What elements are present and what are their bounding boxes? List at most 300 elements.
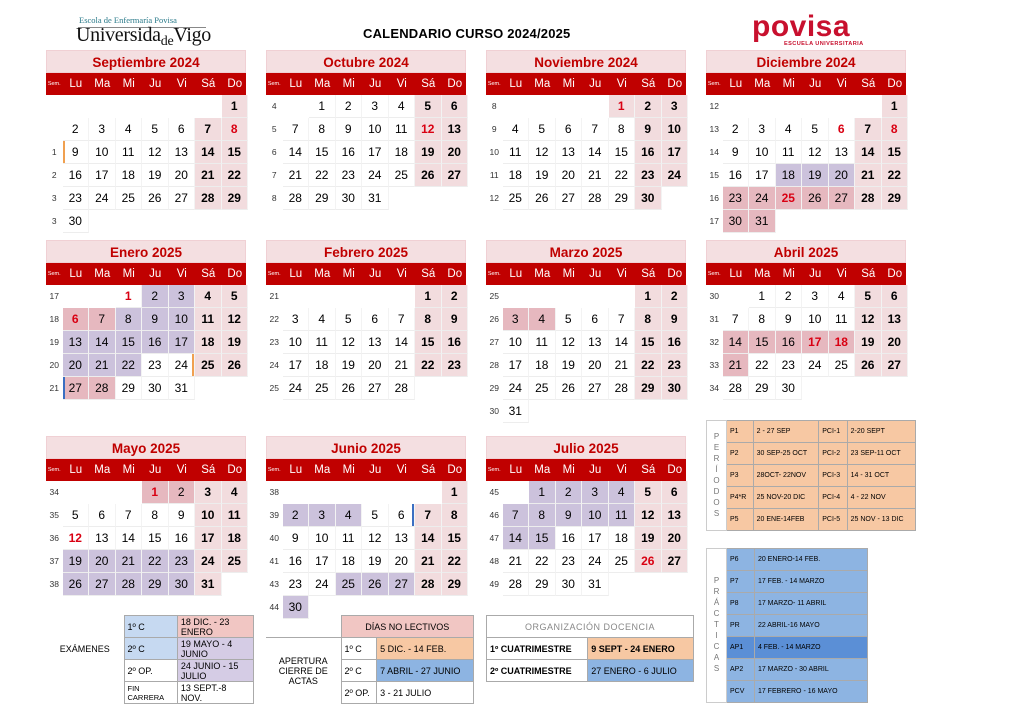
day-cell: 25 bbox=[116, 187, 143, 210]
day-cell: 4 bbox=[195, 285, 222, 308]
period-dates: 2 - 27 SEP bbox=[753, 421, 819, 443]
week-number-header: Sem. bbox=[47, 467, 61, 473]
day-cell bbox=[195, 210, 222, 233]
day-cell: 27 bbox=[362, 377, 389, 400]
day-cell: 28 bbox=[503, 573, 530, 596]
day-cell bbox=[529, 95, 556, 118]
week-row bbox=[266, 308, 466, 331]
day-cell: 17 bbox=[169, 331, 196, 354]
day-cell: 18 bbox=[829, 331, 856, 354]
day-cell bbox=[116, 210, 143, 233]
week-number bbox=[46, 118, 63, 141]
day-cell bbox=[195, 95, 222, 118]
day-cell: 13 bbox=[442, 118, 469, 141]
day-cell: 11 bbox=[829, 308, 856, 331]
day-cell: 30 bbox=[142, 377, 169, 400]
day-cell: 20 bbox=[662, 527, 689, 550]
pci-code: PCI-5 bbox=[819, 509, 847, 531]
day-cell: 27 bbox=[169, 187, 196, 210]
month-calendar bbox=[486, 240, 686, 423]
month-title: Septiembre 2024 bbox=[46, 50, 246, 73]
day-cell bbox=[609, 285, 636, 308]
week-number-header: Sem. bbox=[487, 467, 501, 473]
weekday-label: Do bbox=[447, 78, 463, 90]
weekday-label: Lu bbox=[509, 268, 523, 280]
day-cell: 21 bbox=[723, 354, 750, 377]
day-cell: 19 bbox=[142, 164, 169, 187]
day-cell bbox=[442, 377, 469, 400]
day-cell: 8 bbox=[142, 504, 169, 527]
weekday-label: Do bbox=[227, 78, 243, 90]
day-cell bbox=[582, 400, 609, 423]
month-calendar bbox=[46, 240, 246, 400]
practice-code: P7 bbox=[727, 571, 755, 593]
day-cell: 18 bbox=[309, 354, 336, 377]
week-number: 13 bbox=[709, 124, 719, 134]
week-number: 21 bbox=[269, 291, 279, 301]
week-number: 3 bbox=[51, 216, 57, 226]
day-cell: 1 bbox=[142, 481, 169, 504]
day-cell bbox=[855, 95, 882, 118]
day-cell: 19 bbox=[222, 331, 249, 354]
day-cell bbox=[89, 210, 116, 233]
day-cell: 3 bbox=[89, 118, 116, 141]
day-cell: 10 bbox=[362, 118, 389, 141]
day-cell: 14 bbox=[855, 141, 882, 164]
day-cell: 29 bbox=[609, 187, 636, 210]
week-row bbox=[486, 504, 686, 527]
weekday-label: Vi bbox=[176, 78, 187, 90]
day-cell: 16 bbox=[283, 550, 310, 573]
day-cell: 13 bbox=[882, 308, 909, 331]
day-cell bbox=[723, 285, 750, 308]
week-number-header: Sem. bbox=[487, 271, 501, 277]
period-dates: 28OCT- 22NOV bbox=[753, 465, 819, 487]
week-row bbox=[486, 481, 686, 504]
day-cell: 28 bbox=[855, 187, 882, 210]
week-number: 33 bbox=[709, 360, 719, 370]
week-row bbox=[266, 331, 466, 354]
weekday-label: Sá bbox=[641, 268, 656, 280]
day-cell bbox=[116, 481, 143, 504]
day-cell bbox=[609, 573, 636, 596]
week-row bbox=[266, 527, 466, 550]
day-cell: 23 bbox=[662, 354, 689, 377]
week-number: 3 bbox=[51, 193, 57, 203]
day-cell bbox=[556, 400, 583, 423]
day-cell bbox=[89, 481, 116, 504]
day-cell: 24 bbox=[195, 550, 222, 573]
day-cell: 12 bbox=[362, 527, 389, 550]
weekday-label: Ma bbox=[534, 464, 551, 476]
day-cell: 28 bbox=[116, 573, 143, 596]
school-name: Escola de Enfermaría Povisa bbox=[79, 15, 177, 25]
day-cell: 13 bbox=[89, 527, 116, 550]
day-cell bbox=[776, 210, 803, 233]
day-cell: 11 bbox=[195, 308, 222, 331]
day-cell: 25 bbox=[222, 550, 249, 573]
week-number: 39 bbox=[269, 510, 279, 520]
day-cell bbox=[389, 481, 416, 504]
actas-value: 3 - 21 JULIO bbox=[377, 682, 474, 704]
day-cell: 15 bbox=[442, 527, 469, 550]
day-cell: 19 bbox=[529, 164, 556, 187]
month-calendar bbox=[486, 436, 686, 596]
day-cell bbox=[829, 377, 856, 400]
day-cell: 17 bbox=[802, 331, 829, 354]
day-cell: 9 bbox=[283, 527, 310, 550]
day-cell: 31 bbox=[749, 210, 776, 233]
day-cell: 30 bbox=[635, 187, 662, 210]
weekday-label: Do bbox=[667, 268, 683, 280]
day-cell: 4 bbox=[309, 308, 336, 331]
day-cell: 23 bbox=[336, 164, 363, 187]
day-cell: 11 bbox=[609, 504, 636, 527]
period-dates: 25 NOV-20 DIC bbox=[753, 487, 819, 509]
exams-value: 18 DIC. - 23 ENERO bbox=[177, 616, 253, 638]
teaching-org-table bbox=[486, 615, 694, 682]
weekday-label: Ju bbox=[369, 464, 382, 476]
week-number: 43 bbox=[269, 579, 279, 589]
day-cell: 9 bbox=[63, 141, 90, 164]
day-cell: 21 bbox=[389, 354, 416, 377]
month-calendar bbox=[486, 50, 686, 210]
period-code: P1 bbox=[727, 421, 754, 443]
weekday-label: Lu bbox=[69, 78, 83, 90]
day-cell: 12 bbox=[855, 308, 882, 331]
week-number: 34 bbox=[709, 383, 719, 393]
day-cell: 25 bbox=[829, 354, 856, 377]
week-row bbox=[266, 573, 466, 596]
day-cell: 8 bbox=[309, 118, 336, 141]
week-number: 48 bbox=[489, 556, 499, 566]
day-cell: 7 bbox=[503, 504, 530, 527]
day-cell: 20 bbox=[829, 164, 856, 187]
practice-code: AP1 bbox=[727, 637, 755, 659]
weekday-label: Ma bbox=[94, 268, 111, 280]
week-number: 20 bbox=[49, 360, 59, 370]
day-cell: 22 bbox=[116, 354, 143, 377]
day-cell: 21 bbox=[195, 164, 222, 187]
month-calendar bbox=[46, 50, 246, 233]
day-cell: 15 bbox=[309, 141, 336, 164]
day-cell: 13 bbox=[556, 141, 583, 164]
day-cell: 8 bbox=[749, 308, 776, 331]
day-cell: 9 bbox=[556, 504, 583, 527]
week-row bbox=[46, 95, 246, 118]
week-row bbox=[266, 481, 466, 504]
day-cell: 29 bbox=[142, 573, 169, 596]
day-cell: 7 bbox=[195, 118, 222, 141]
day-cell: 28 bbox=[415, 573, 442, 596]
day-cell: 23 bbox=[776, 354, 803, 377]
pci-code: PCI-2 bbox=[819, 443, 847, 465]
pci-code: PCI-3 bbox=[819, 465, 847, 487]
weekday-label: Sá bbox=[421, 464, 436, 476]
day-cell: 24 bbox=[169, 354, 196, 377]
day-cell bbox=[529, 400, 556, 423]
day-cell: 10 bbox=[309, 527, 336, 550]
week-number: 29 bbox=[489, 383, 499, 393]
uvigo-logo-part2: Vigo bbox=[173, 24, 211, 46]
week-number: 1 bbox=[51, 147, 57, 157]
day-cell bbox=[662, 400, 689, 423]
weekday-header bbox=[706, 263, 906, 285]
month-calendar bbox=[706, 50, 906, 233]
day-cell bbox=[116, 95, 143, 118]
day-cell: 15 bbox=[142, 527, 169, 550]
day-cell: 1 bbox=[882, 95, 909, 118]
weekday-label: Sá bbox=[421, 78, 436, 90]
day-cell bbox=[89, 95, 116, 118]
day-cell: 2 bbox=[142, 285, 169, 308]
week-row bbox=[486, 118, 686, 141]
day-cell: 3 bbox=[195, 481, 222, 504]
week-row bbox=[46, 210, 246, 233]
pci-dates: 25 NOV - 13 DIC bbox=[847, 509, 915, 531]
day-cell: 23 bbox=[142, 354, 169, 377]
day-cell bbox=[829, 210, 856, 233]
day-cell: 12 bbox=[63, 527, 90, 550]
day-cell: 10 bbox=[89, 141, 116, 164]
day-cell: 2 bbox=[556, 481, 583, 504]
weekday-header bbox=[706, 73, 906, 95]
day-cell: 6 bbox=[169, 118, 196, 141]
day-cell: 27 bbox=[829, 187, 856, 210]
week-row bbox=[706, 141, 906, 164]
week-number: 44 bbox=[269, 602, 279, 612]
day-cell: 15 bbox=[415, 331, 442, 354]
day-cell bbox=[89, 285, 116, 308]
weekday-label: Vi bbox=[396, 464, 407, 476]
day-cell: 18 bbox=[389, 141, 416, 164]
day-cell: 11 bbox=[116, 141, 143, 164]
day-cell: 9 bbox=[723, 141, 750, 164]
day-cell: 24 bbox=[309, 573, 336, 596]
day-cell: 16 bbox=[556, 527, 583, 550]
week-number: 9 bbox=[491, 124, 497, 134]
weekday-label: Mi bbox=[782, 268, 795, 280]
period-code: P4*R bbox=[727, 487, 754, 509]
day-cell: 12 bbox=[222, 308, 249, 331]
day-cell: 1 bbox=[116, 285, 143, 308]
actas-table bbox=[266, 615, 474, 704]
day-cell: 16 bbox=[169, 527, 196, 550]
day-cell: 31 bbox=[362, 187, 389, 210]
weekday-label: Do bbox=[667, 464, 683, 476]
day-cell bbox=[222, 573, 249, 596]
day-cell bbox=[389, 187, 416, 210]
day-cell: 12 bbox=[415, 118, 442, 141]
day-cell: 27 bbox=[442, 164, 469, 187]
day-cell: 14 bbox=[609, 331, 636, 354]
day-cell bbox=[195, 377, 222, 400]
week-number: 47 bbox=[489, 533, 499, 543]
day-cell: 6 bbox=[63, 308, 90, 331]
practices-label: PRÁCTICAS bbox=[707, 549, 727, 703]
povisa-subtitle: ESCUELA UNIVERSITARIA bbox=[784, 41, 864, 47]
week-number-header: Sem. bbox=[707, 271, 721, 277]
day-cell: 21 bbox=[503, 550, 530, 573]
day-cell: 7 bbox=[609, 308, 636, 331]
day-cell bbox=[336, 481, 363, 504]
week-row bbox=[706, 118, 906, 141]
day-cell: 7 bbox=[855, 118, 882, 141]
day-cell: 29 bbox=[635, 377, 662, 400]
weekday-label: Sá bbox=[201, 78, 216, 90]
day-cell: 29 bbox=[749, 377, 776, 400]
day-cell: 25 bbox=[389, 164, 416, 187]
day-cell: 21 bbox=[582, 164, 609, 187]
day-cell: 6 bbox=[389, 504, 416, 527]
day-cell: 30 bbox=[662, 377, 689, 400]
week-row bbox=[266, 354, 466, 377]
day-cell bbox=[222, 210, 249, 233]
day-cell: 5 bbox=[802, 118, 829, 141]
day-cell: 14 bbox=[89, 331, 116, 354]
day-cell: 29 bbox=[442, 573, 469, 596]
actas-key: 1º C bbox=[341, 638, 377, 660]
day-cell: 5 bbox=[336, 308, 363, 331]
week-number-header: Sem. bbox=[47, 81, 61, 87]
actas-value: 7 ABRIL - 27 JUNIO bbox=[377, 660, 474, 682]
weekday-label: Ju bbox=[589, 78, 602, 90]
week-number: 23 bbox=[269, 337, 279, 347]
day-cell: 30 bbox=[169, 573, 196, 596]
semester-dates: 27 ENERO - 6 JULIO bbox=[588, 660, 694, 682]
day-cell: 8 bbox=[635, 308, 662, 331]
week-number: 28 bbox=[489, 360, 499, 370]
day-cell: 9 bbox=[635, 118, 662, 141]
day-cell bbox=[503, 481, 530, 504]
day-cell: 13 bbox=[582, 331, 609, 354]
uvigo-logo bbox=[76, 24, 211, 47]
day-cell: 22 bbox=[609, 164, 636, 187]
pci-dates: 14 - 31 OCT bbox=[847, 465, 915, 487]
day-cell: 11 bbox=[336, 527, 363, 550]
practice-code: PCV bbox=[727, 681, 755, 703]
day-cell: 24 bbox=[749, 187, 776, 210]
day-cell: 24 bbox=[503, 377, 530, 400]
day-cell: 8 bbox=[609, 118, 636, 141]
week-row bbox=[266, 141, 466, 164]
day-cell: 13 bbox=[169, 141, 196, 164]
day-cell bbox=[415, 481, 442, 504]
week-row bbox=[46, 377, 246, 400]
day-cell: 10 bbox=[749, 141, 776, 164]
day-cell bbox=[662, 573, 689, 596]
weekday-label: Mi bbox=[342, 464, 355, 476]
day-cell: 9 bbox=[142, 308, 169, 331]
weekday-label: Lu bbox=[289, 78, 303, 90]
week-number: 4 bbox=[271, 101, 277, 111]
week-number: 21 bbox=[49, 383, 59, 393]
week-row bbox=[706, 210, 906, 233]
day-cell: 3 bbox=[283, 308, 310, 331]
week-row bbox=[486, 573, 686, 596]
day-cell: 14 bbox=[503, 527, 530, 550]
exams-key: 1º C bbox=[124, 616, 177, 638]
day-cell bbox=[503, 285, 530, 308]
weekday-label: Vi bbox=[616, 78, 627, 90]
day-cell: 15 bbox=[749, 331, 776, 354]
day-cell bbox=[855, 210, 882, 233]
week-number: 31 bbox=[709, 314, 719, 324]
weekday-label: Lu bbox=[69, 464, 83, 476]
practice-code: PR bbox=[727, 615, 755, 637]
week-number: 46 bbox=[489, 510, 499, 520]
practice-code: AP2 bbox=[727, 659, 755, 681]
day-cell: 8 bbox=[415, 308, 442, 331]
week-row bbox=[46, 164, 246, 187]
day-cell: 30 bbox=[776, 377, 803, 400]
week-row bbox=[486, 527, 686, 550]
weekday-header bbox=[486, 73, 686, 95]
day-cell: 24 bbox=[662, 164, 689, 187]
day-cell: 26 bbox=[415, 164, 442, 187]
week-number: 12 bbox=[489, 193, 499, 203]
day-cell: 21 bbox=[609, 354, 636, 377]
day-cell: 25 bbox=[529, 377, 556, 400]
day-cell: 1 bbox=[309, 95, 336, 118]
day-cell: 13 bbox=[829, 141, 856, 164]
period-dates: 30 SEP-25 OCT bbox=[753, 443, 819, 465]
weekday-label: Do bbox=[887, 78, 903, 90]
day-cell: 9 bbox=[336, 118, 363, 141]
exams-key: 2º OP. bbox=[124, 660, 177, 682]
day-cell: 4 bbox=[222, 481, 249, 504]
weekday-label: Do bbox=[227, 464, 243, 476]
day-cell bbox=[63, 285, 90, 308]
day-cell: 6 bbox=[829, 118, 856, 141]
day-cell: 31 bbox=[503, 400, 530, 423]
day-cell: 28 bbox=[582, 187, 609, 210]
weekday-label: Vi bbox=[176, 268, 187, 280]
week-row bbox=[46, 141, 246, 164]
day-cell: 25 bbox=[776, 187, 803, 210]
week-number: 30 bbox=[489, 406, 499, 416]
day-cell: 22 bbox=[222, 164, 249, 187]
month-calendar bbox=[266, 240, 466, 400]
week-number: 35 bbox=[49, 510, 59, 520]
period-code: P3 bbox=[727, 465, 754, 487]
day-cell: 28 bbox=[283, 187, 310, 210]
practice-dates: 20 ENERO-14 FEB. bbox=[754, 549, 867, 571]
day-cell: 27 bbox=[556, 187, 583, 210]
practice-dates: 22 ABRIL-16 MAYO bbox=[754, 615, 867, 637]
povisa-logo: povisa bbox=[752, 10, 851, 43]
day-cell: 15 bbox=[529, 527, 556, 550]
weekday-label: Sá bbox=[861, 268, 876, 280]
day-cell: 23 bbox=[283, 573, 310, 596]
day-cell: 14 bbox=[195, 141, 222, 164]
week-row bbox=[706, 95, 906, 118]
week-number: 25 bbox=[489, 291, 499, 301]
day-cell: 18 bbox=[336, 550, 363, 573]
weekday-header bbox=[46, 459, 246, 481]
day-cell bbox=[362, 481, 389, 504]
day-cell: 5 bbox=[529, 118, 556, 141]
day-cell: 7 bbox=[389, 308, 416, 331]
week-row bbox=[266, 377, 466, 400]
period-code: P5 bbox=[727, 509, 754, 531]
day-cell: 20 bbox=[582, 354, 609, 377]
day-cell: 4 bbox=[336, 504, 363, 527]
day-cell: 12 bbox=[336, 331, 363, 354]
day-cell: 14 bbox=[415, 527, 442, 550]
day-cell bbox=[829, 95, 856, 118]
day-cell bbox=[336, 285, 363, 308]
